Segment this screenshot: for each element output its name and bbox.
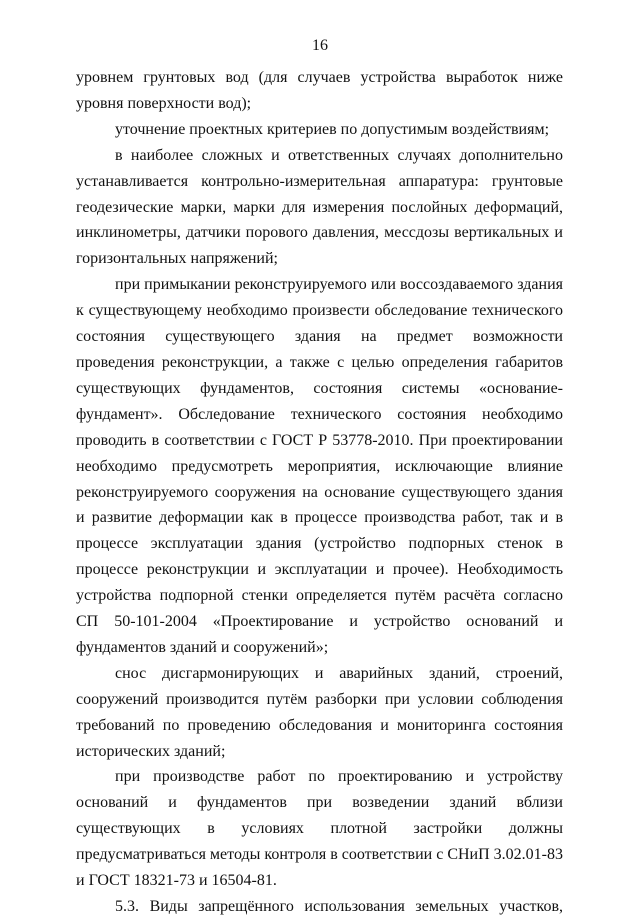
paragraph-instrumentation: в наиболее сложных и ответственных случаях дополнительно устанавливается контрольно-измерительная аппаратура: грунтовые геодезические марки, марки для измерения послойных деформаций, инклинометры, датчики порового давления, мессдозы вертикальных и горизонтальных напряжений; [76,146,563,268]
paragraph-demolition: снос дисгармонирующих и аварийных зданий, строений, сооружений производится путём разборки при условии соблюдения требований по проведению обследования и мониторинга состояния исторических зданий; [76,664,563,760]
paragraph-foundation-works: при производстве работ по проектированию и устройству оснований и фундаментов при возведении зданий вблизи существующих в условиях плотной застройки должны предусматриваться методы контроля в соответствии с СНиП 3.02.01-83 и ГОСТ 18321-73 и 16504-81. [76,768,563,890]
document-body [76,65,563,920]
section-heading-5-3: 5.3. Виды запрещённого использования земельных участков, [115,898,563,915]
paragraph-design-criteria: уточнение проектных критериев по допустимым воздействиям; [115,120,550,138]
paragraph-adjacent-building-survey: при примыкании реконструируемого или воссоздаваемого здания к существующему необходимо произвести обследование технического состояния существующего здания на предмет возможности проведения реконструкции, а также с целью определения габаритов существующих фундаментов, состояния системы «основание-фундамент». Обследование технического состояния необходимо проводить в соответствии с ГОСТ Р 53778-2010. При проектировании необходимо предусмотреть мероприятия, исключающие влияние реконструируемого сооружения на основание существующего здания и развитие деформации как в процессе производства работ, так и в процессе эксплуатации здания (устройство подпорных стенок в процессе реконструкции и эксплуатации и прочее). Необходимость устройства подпорной стенки определяется путём расчёта согласно СП 50-101-2004 «Проектирование и устройство оснований и фундаментов зданий и сооружений»; [76,276,563,656]
paragraph-groundwater: уровнем грунтовых вод (для случаев устройства выработок ниже уровня поверхности вод); [76,69,563,112]
page-number: 16 [312,37,328,54]
